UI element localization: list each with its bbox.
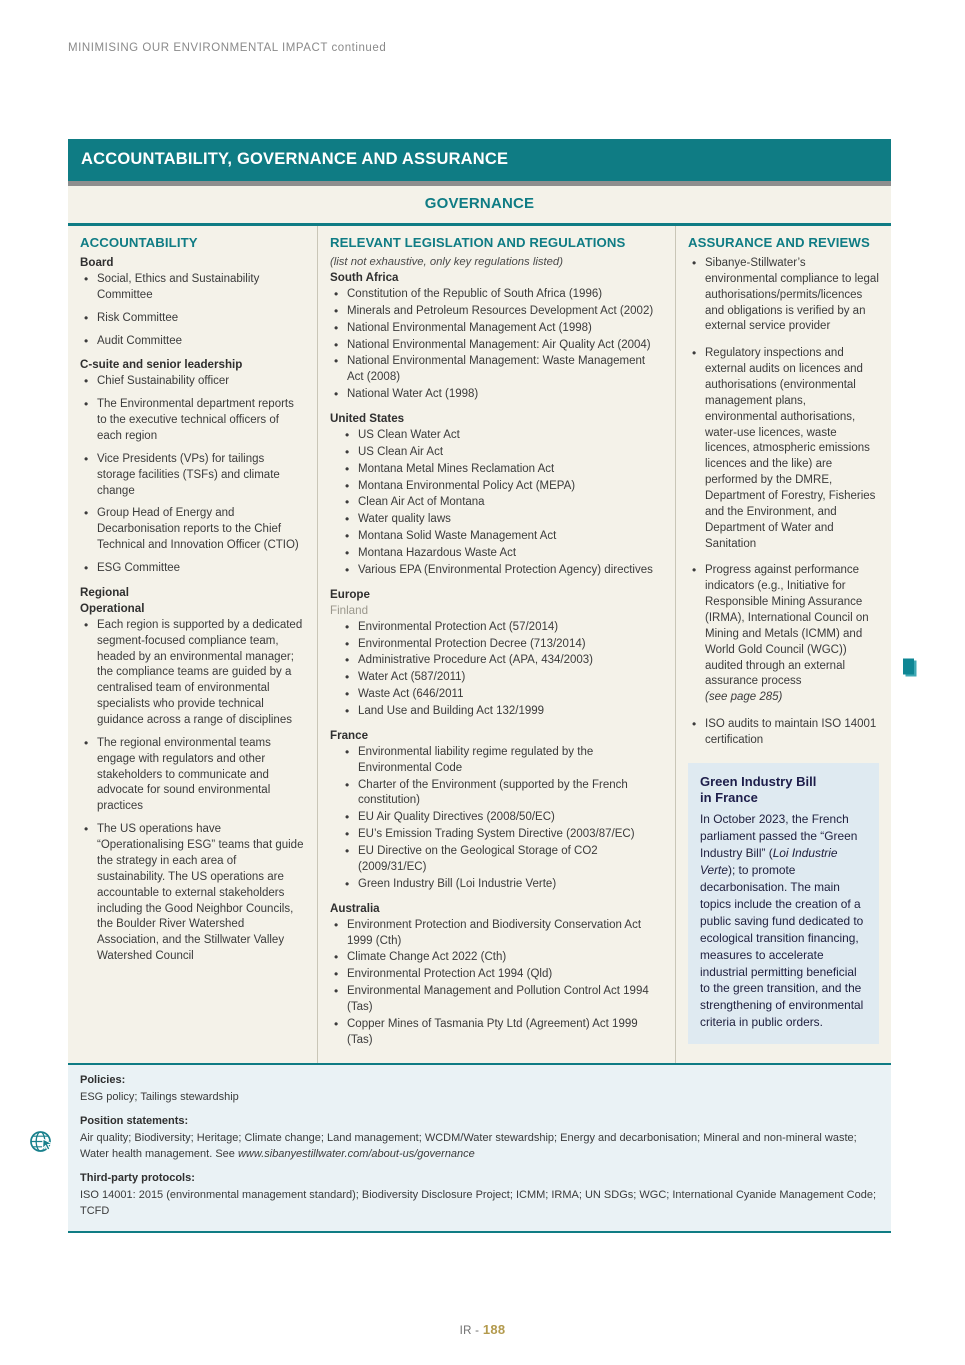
south-africa-label: South Africa: [330, 271, 399, 284]
callout-body: [700, 811, 867, 1031]
list-item: • Environmental Protection Act 1994 (Qld): [330, 967, 663, 983]
footer-prefix: IR -: [459, 1325, 483, 1337]
list-item: • Chief Sustainability officer: [80, 374, 305, 390]
list-item: • ESG Committee: [80, 561, 305, 577]
green-industry-bill-callout: [688, 763, 879, 1044]
list-item: • EU Directive on the Geological Storage of CO2 (2009/31/EC): [341, 844, 663, 876]
performance-page-ref: (see page 285): [705, 691, 783, 704]
accountability-heading: ACCOUNTABILITY: [80, 235, 198, 250]
csuite-label: C-suite and senior leadership: [80, 358, 243, 372]
regional-label: Regional: [80, 585, 129, 599]
page-reference-tab-icon[interactable]: [902, 658, 919, 680]
callout-body-italic: Loi Industrie Verte: [700, 846, 838, 878]
list-item: • Vice Presidents (VPs) for tailings storage facilities (TSFs) and climate change: [80, 452, 305, 500]
governance-band: [68, 186, 891, 223]
policies-panel: [68, 1063, 891, 1233]
list-item: • National Environmental Management: Waste Management Act (2008): [330, 354, 663, 386]
list-item: • Water Act (587/2011): [341, 670, 663, 686]
list-item: • Waste Act (646/2011: [341, 687, 663, 703]
list-item: • Green Industry Bill (Loi Industrie Verte): [341, 877, 663, 893]
list-item: • Environmental Management and Pollution Control Act 1994 (Tas): [330, 984, 663, 1016]
panel-title: ACCOUNTABILITY, GOVERNANCE AND ASSURANCE: [68, 139, 891, 181]
page-number: 188: [482, 1322, 506, 1337]
list-item: • National Environmental Management: Air Quality Act (2004): [330, 338, 663, 354]
list-item: • Montana Hazardous Waste Act: [341, 546, 663, 562]
position-statements-text: [80, 1131, 879, 1163]
list-item: • Group Head of Energy and Decarbonisation reports to the Chief Technical and Innovation Officer (CTIO): [80, 506, 305, 554]
list-item: • ISO audits to maintain ISO 14001 certification: [688, 717, 879, 749]
list-item: • Montana Environmental Policy Act (MEPA): [341, 479, 663, 495]
board-label: Board: [80, 256, 114, 269]
list-item: • Montana Metal Mines Reclamation Act: [341, 462, 663, 478]
governance-url[interactable]: www.sibanyestillwater.com/about-us/governance: [237, 1147, 475, 1160]
list-item: • EU Air Quality Directives (2008/50/EC): [341, 810, 663, 826]
list-item: • US Clean Water Act: [341, 428, 663, 444]
europe-label: Europe: [330, 587, 370, 601]
list-item: • Sibanye-Stillwater’s environmental compliance to legal authorisations/permits/licences and obligations is verified by an external service provider: [688, 256, 879, 335]
third-party-protocols-text: ISO 14001: 2015 (environmental management standard); Biodiversity Disclosure Project; ICMM; IRMA; UN SDGs; WGC; International Cyanide Management Code; TCFD: [80, 1188, 877, 1217]
list-item: • Water quality laws: [341, 512, 663, 528]
operational-list: [80, 618, 305, 965]
list-item: • Audit Committee: [80, 334, 305, 350]
third-party-protocols-label: Third-party protocols:: [80, 1171, 195, 1184]
list-item: • Various EPA (Environmental Protection Agency) directives: [341, 563, 663, 579]
csuite-list: [80, 374, 305, 576]
list-item: • The regional environmental teams engage with regulators and other stakeholders to communicate and advocate for sound environmental practices: [80, 736, 305, 815]
france-list: [330, 745, 663, 893]
callout-body-part1: In October 2023, the French parliament passed the “Green Industry Bill” (: [700, 812, 858, 861]
list-item: • Environmental Protection Act (57/2014): [341, 620, 663, 636]
governance-label: GOVERNANCE: [424, 195, 535, 212]
page-footer: [0, 1322, 965, 1337]
list-item: • Each region is supported by a dedicated segment-focused compliance team, headed by an environmental manager; the compliance teams are guided by a centralised team of environmental specialists who provide technical guidance across a range of disciplines: [80, 618, 305, 729]
list-item: • The Environmental department reports to the executive technical officers of each region: [80, 397, 305, 445]
list-item: • Environmental Protection Decree (713/2014): [341, 637, 663, 653]
performance-text: Progress against performance indicators (e.g., Initiative for Responsible Mining Assurance (IRMA), International Council on Mining and Metals (ICMM) and World Gold Council (WGC)) audited through an external assurance process: [705, 564, 869, 688]
list-item: • Climate Change Act 2022 (Cth): [330, 950, 663, 966]
operational-label: Operational: [80, 601, 145, 615]
legislation-note: (list not exhaustive, only key regulations listed): [330, 256, 563, 268]
column-legislation: [318, 226, 676, 1064]
list-item: • Charter of the Environment (supported by the French constitution): [341, 778, 663, 810]
policies-label: Policies:: [80, 1074, 126, 1086]
australia-label: Australia: [330, 901, 380, 915]
callout-body-part2: ); to promote decarbonisation. The main topics include the creation of a public saving fund dedicated to ecological transition financing, measures to accelerate industrial permitting beneficial to the green transition, and the strengthening of environmental criteria in public orders.: [700, 863, 864, 1030]
list-item: • National Environmental Management Act (1998): [330, 321, 663, 337]
assurance-list: [688, 256, 879, 749]
list-item: • Social, Ethics and Sustainability Committee: [80, 272, 305, 304]
united-states-label: United States: [330, 412, 405, 426]
governance-panel: [68, 139, 891, 1064]
column-assurance: [676, 226, 891, 1064]
callout-title: [700, 774, 867, 807]
finland-label: Finland: [330, 603, 369, 617]
finland-list: [330, 620, 663, 720]
list-item: • Environmental liability regime regulated by the Environmental Code: [341, 745, 663, 777]
list-item: • Minerals and Petroleum Resources Development Act (2002): [330, 304, 663, 320]
three-column-body: [68, 226, 891, 1064]
callout-title-line2: in France: [700, 790, 758, 806]
list-item: • Risk Committee: [80, 311, 305, 327]
list-item: [688, 563, 879, 706]
united-states-list: [330, 428, 663, 579]
list-item: • Regulatory inspections and external audits on licences and authorisations (environmental management plans, environmental authorisations, water-use licences, waste licences, atmospheric emissions licences and the like) are performed by the DMRE, Department of Forestry, Fisheries and the Environment, and Department of Water and Sanitation: [688, 346, 879, 552]
list-item: • Clean Air Act of Montana: [341, 495, 663, 511]
south-africa-list: [330, 287, 663, 403]
assurance-heading: ASSURANCE AND REVIEWS: [688, 235, 870, 250]
france-label: France: [330, 728, 369, 742]
list-item: • Montana Solid Waste Management Act: [341, 529, 663, 545]
running-head: MINIMISING OUR ENVIRONMENTAL IMPACT continued: [68, 42, 387, 54]
list-item: • Land Use and Building Act 132/1999: [341, 704, 663, 720]
list-item: • Administrative Procedure Act (APA, 434/2003): [341, 653, 663, 669]
column-accountability: [68, 226, 318, 1064]
list-item: • Constitution of the Republic of South Africa (1996): [330, 287, 663, 303]
list-item: • EU’s Emission Trading System Directive (2003/87/EC): [341, 827, 663, 843]
board-list: [80, 272, 305, 349]
list-item: • US Clean Air Act: [341, 445, 663, 461]
globe-link-icon[interactable]: [28, 1128, 56, 1156]
position-statements-label: Position statements:: [80, 1114, 189, 1127]
legislation-heading: RELEVANT LEGISLATION AND REGULATIONS: [330, 235, 626, 250]
position-text-body: Air quality; Biodiversity; Heritage; Climate change; Land management; WCDM/Water stewardship; Energy and decarbonisation; Mineral and non-mineral waste; Water health management. See: [80, 1131, 857, 1160]
list-item: • National Water Act (1998): [330, 387, 663, 403]
list-item: • Environment Protection and Biodiversity Conservation Act 1999 (Cth): [330, 918, 663, 950]
list-item: • The US operations have “Operationalising ESG” teams that guide the strategy in each area of sustainability. The US operations are accountable to external stakeholders including the Good Neighbor Councils, the Boulder River Watershed Association, and the Stillwater Valley Watershed Council: [80, 822, 305, 965]
australia-list: [330, 918, 663, 1049]
list-item: • Copper Mines of Tasmania Pty Ltd (Agreement) Act 1999 (Tas): [330, 1017, 663, 1049]
policies-text: ESG policy; Tailings stewardship: [80, 1091, 239, 1103]
callout-title-line1: Green Industry Bill: [700, 773, 817, 789]
